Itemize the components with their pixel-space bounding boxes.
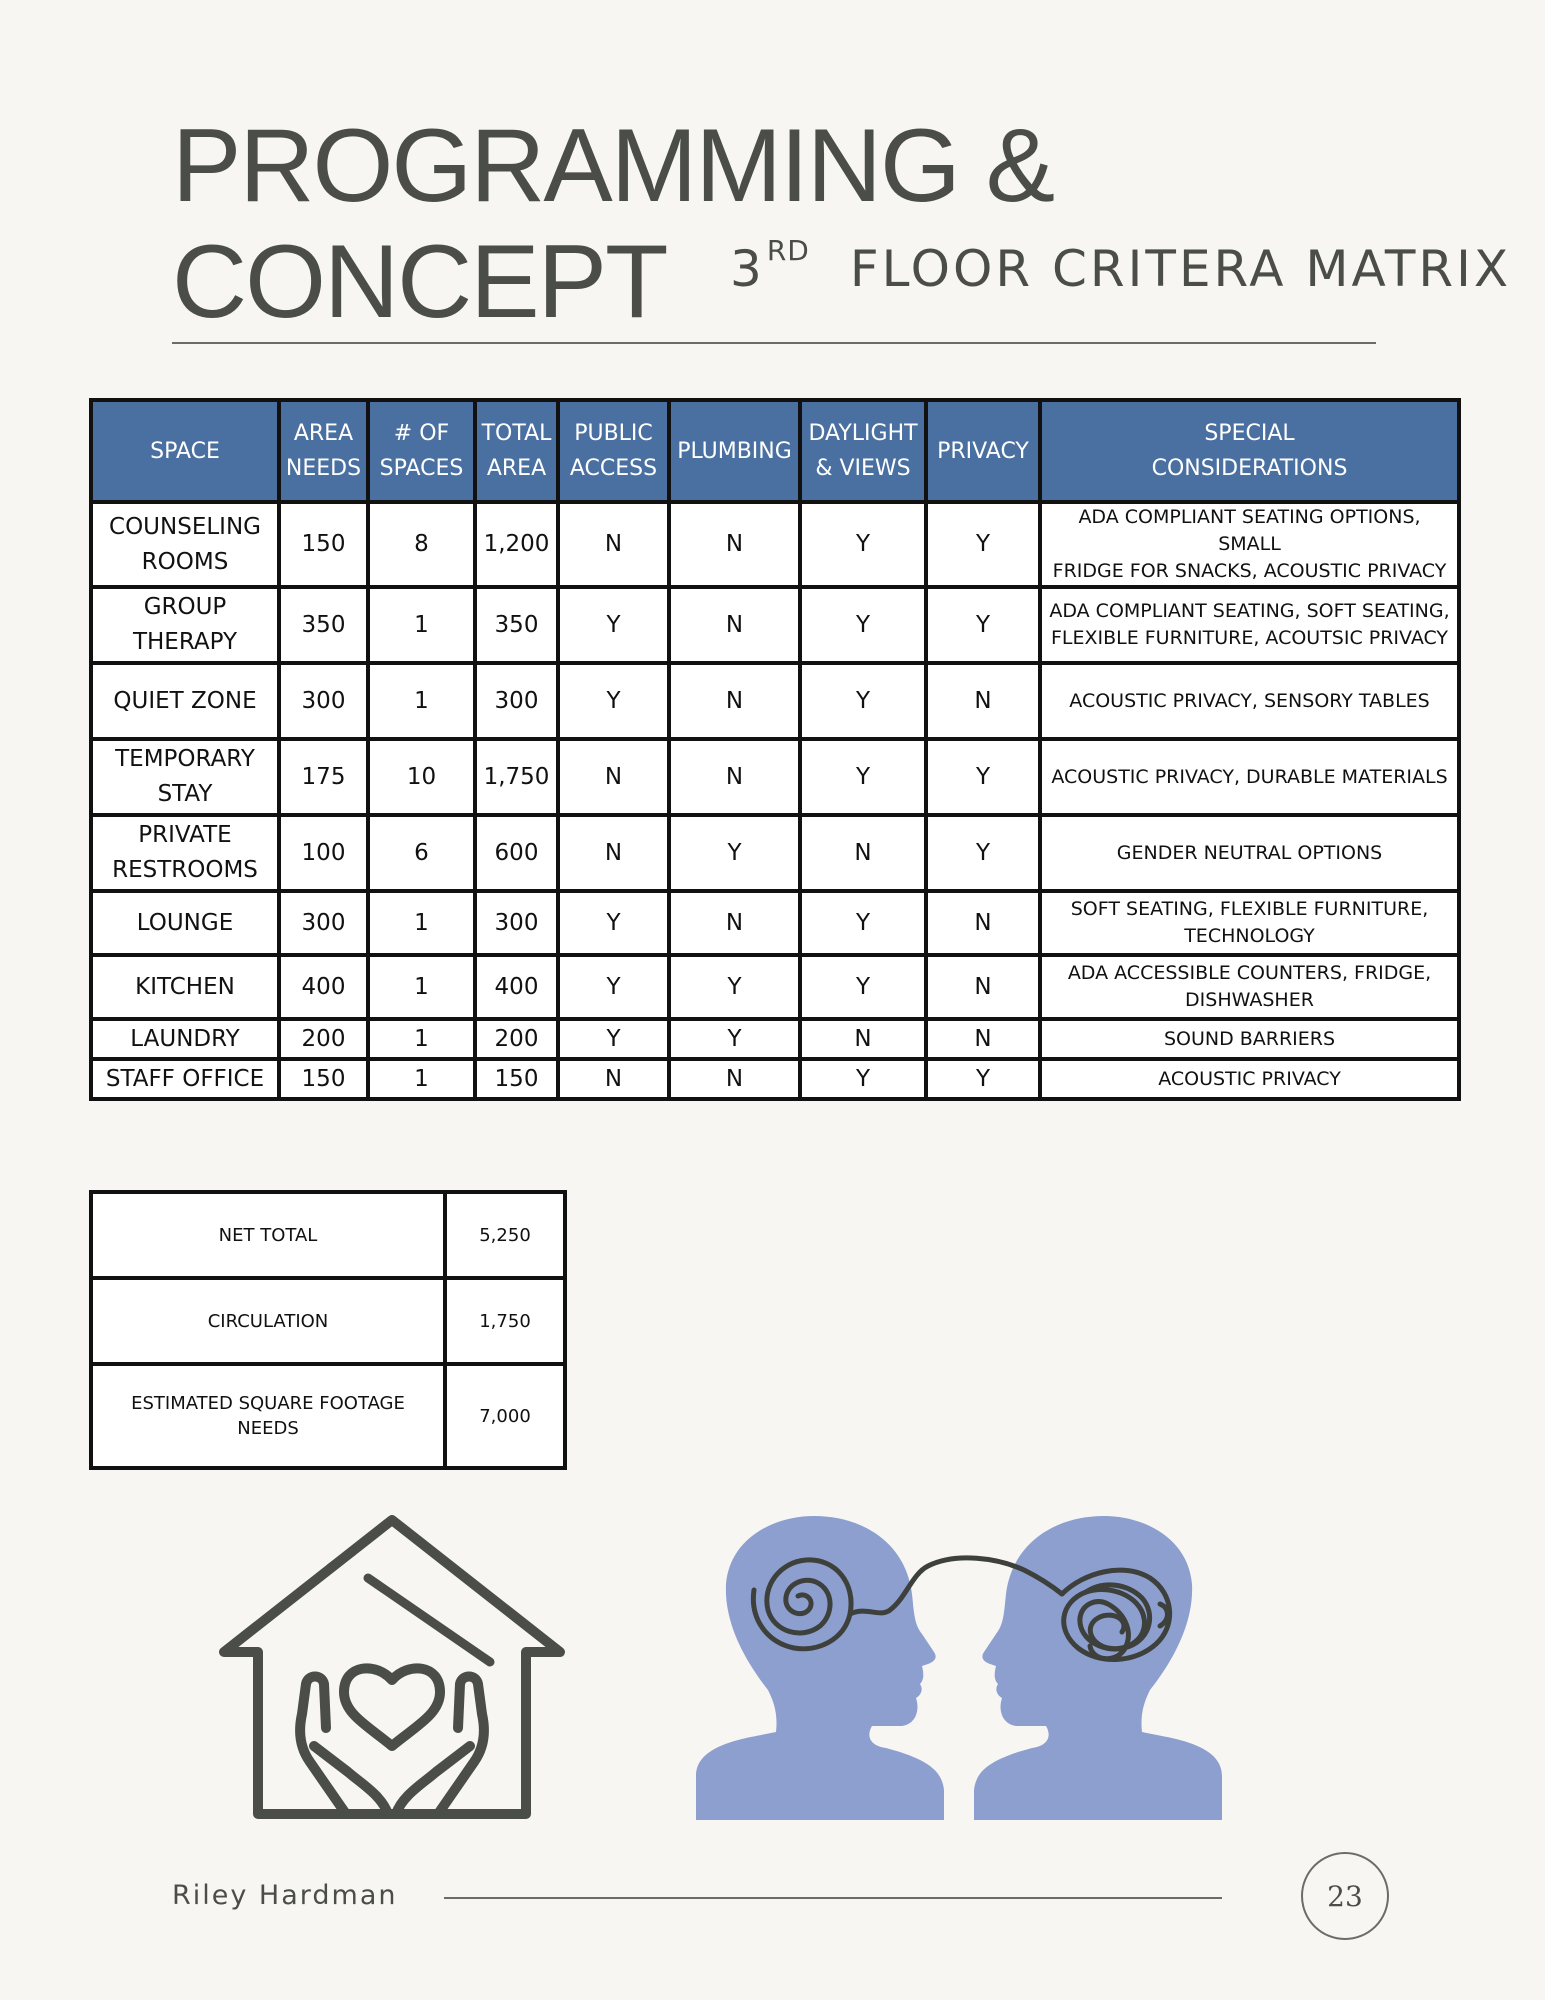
special-considerations-line: ADA ACCESSIBLE COUNTERS, FRIDGE, [1067,962,1432,984]
total-cell: 300 [475,891,558,955]
special-considerations-line: SOUND BARRIERS [1163,1027,1336,1050]
totals-label-line: ESTIMATED SQUARE FOOTAGE [131,1393,405,1414]
column-header [669,400,800,502]
house-with-heart-hands-icon [218,1514,566,1824]
totals-row [91,1364,565,1468]
matrix-header-row [91,400,1459,502]
table-row [91,955,1459,1019]
privacy-cell: Y [926,815,1040,891]
space-name-line: QUIET ZONE [113,687,257,714]
area-cell: 150 [279,1059,368,1099]
table-row [91,663,1459,739]
count-cell: 8 [368,502,475,587]
special-considerations-cell [1040,502,1459,587]
title-line-1: PROGRAMMING & [172,108,1054,224]
subtitle-text: FLOOR CRITERA MATRIX [849,240,1512,298]
totals-row [91,1278,565,1364]
column-header-line: AREA [293,421,354,446]
two-heads-connected-thoughts-icon [694,1514,1224,1824]
totals-body [91,1192,565,1468]
table-row [91,1059,1459,1099]
column-header-line: ACCESS [569,456,658,481]
count-cell: 10 [368,739,475,815]
column-header-line: SPECIAL [1204,421,1295,446]
column-header [800,400,926,502]
column-header-line: & VIEWS [815,456,911,481]
column-header-line: # OF [393,421,450,446]
privacy-cell: Y [926,739,1040,815]
title-divider [172,342,1376,344]
column-header [926,400,1040,502]
plumbing-cell: Y [669,955,800,1019]
privacy-cell: N [926,955,1040,1019]
count-cell: 1 [368,891,475,955]
matrix-body [91,502,1459,1099]
plumbing-cell: N [669,1059,800,1099]
table-row [91,891,1459,955]
plumbing-cell: Y [669,1019,800,1059]
area-cell: 400 [279,955,368,1019]
column-header [475,400,558,502]
space-name-cell [91,815,279,891]
space-name-cell [91,1059,279,1099]
special-considerations-cell [1040,891,1459,955]
public-cell: Y [558,1019,669,1059]
space-name-cell [91,502,279,587]
daylight-cell: N [800,815,926,891]
totals-row [91,1192,565,1278]
space-name-line: STAFF OFFICE [105,1065,265,1092]
area-cell: 300 [279,891,368,955]
space-name-cell [91,739,279,815]
count-cell: 1 [368,663,475,739]
count-cell: 6 [368,815,475,891]
total-cell: 150 [475,1059,558,1099]
space-name-line: RESTROOMS [112,857,258,883]
totals-label-cell [91,1278,445,1364]
totals-value-cell: 5,250 [445,1192,565,1278]
space-name-line: LAUNDRY [130,1025,240,1052]
special-considerations-line: TECHNOLOGY [1184,925,1315,947]
column-header-line: NEEDS [285,456,362,481]
table-row [91,502,1459,587]
daylight-cell: Y [800,1059,926,1099]
daylight-cell: Y [800,955,926,1019]
column-header [368,400,475,502]
totals-label-line: CIRCULATION [207,1310,329,1332]
total-cell: 600 [475,815,558,891]
column-header-line: PLUMBING [677,438,792,464]
plumbing-cell: N [669,891,800,955]
totals-value-cell: 7,000 [445,1364,565,1468]
total-cell: 1,750 [475,739,558,815]
area-cell: 300 [279,663,368,739]
special-considerations-cell [1040,739,1459,815]
title-line-2: CONCEPT [172,224,667,340]
public-cell: N [558,502,669,587]
count-cell: 1 [368,587,475,663]
total-cell: 400 [475,955,558,1019]
space-name-cell [91,955,279,1019]
totals-label-cell [91,1192,445,1278]
daylight-cell: N [800,1019,926,1059]
daylight-cell: Y [800,739,926,815]
column-header-line: CONSIDERATIONS [1151,456,1348,481]
column-header-line: DAYLIGHT [808,421,918,446]
subtitle-number: 3 [730,240,765,298]
daylight-cell: Y [800,502,926,587]
special-considerations-cell [1040,1059,1459,1099]
special-considerations-cell [1040,663,1459,739]
privacy-cell: N [926,891,1040,955]
special-considerations-cell [1040,815,1459,891]
column-header [1040,400,1459,502]
special-considerations-line: ADA COMPLIANT SEATING OPTIONS, SMALL [1078,506,1421,555]
public-cell: N [558,739,669,815]
daylight-cell: Y [800,891,926,955]
column-header [558,400,669,502]
special-considerations-line: DISHWASHER [1185,989,1314,1011]
column-header [279,400,368,502]
public-cell: Y [558,663,669,739]
public-cell: Y [558,891,669,955]
column-header-line: PUBLIC [574,421,653,446]
plumbing-cell: N [669,502,800,587]
footer-divider [444,1897,1222,1899]
area-cell: 100 [279,815,368,891]
special-considerations-line: FLEXIBLE FURNITURE, ACOUTSIC PRIVACY [1050,627,1449,649]
special-considerations-line: ACOUSTIC PRIVACY [1158,1067,1341,1090]
special-considerations-line: SOFT SEATING, FLEXIBLE FURNITURE, [1070,898,1429,920]
plumbing-cell: Y [669,815,800,891]
daylight-cell: Y [800,663,926,739]
space-name-line: KITCHEN [135,973,235,1000]
space-name-line: COUNSELING [109,513,261,540]
totals-value-cell: 1,750 [445,1278,565,1364]
space-name-cell [91,891,279,955]
space-name-line: THERAPY [132,629,238,655]
space-name-cell [91,1019,279,1059]
table-row [91,815,1459,891]
area-cell: 175 [279,739,368,815]
table-row [91,587,1459,663]
special-considerations-line: FRIDGE FOR SNACKS, ACOUSTIC PRIVACY [1052,560,1447,582]
totals-label-cell [91,1364,445,1468]
count-cell: 1 [368,1019,475,1059]
plumbing-cell: N [669,587,800,663]
public-cell: Y [558,955,669,1019]
column-header-line: SPACES [379,456,464,481]
subtitle-suffix: RD [766,234,810,268]
space-name-cell [91,587,279,663]
column-header-line: AREA [486,456,547,481]
total-cell: 350 [475,587,558,663]
space-name-line: STAY [157,781,213,807]
matrix-subtitle [730,234,1512,298]
total-cell: 300 [475,663,558,739]
space-name-line: GROUP [143,594,227,620]
special-considerations-line: ADA COMPLIANT SEATING, SOFT SEATING, [1049,600,1450,622]
totals-label-line: NEEDS [237,1418,299,1439]
privacy-cell: Y [926,1059,1040,1099]
special-considerations-line: GENDER NEUTRAL OPTIONS [1116,841,1383,864]
space-name-line: TEMPORARY [115,746,255,772]
plumbing-cell: N [669,739,800,815]
count-cell: 1 [368,1059,475,1099]
special-considerations-cell [1040,1019,1459,1059]
space-name-line: PRIVATE [138,822,232,848]
count-cell: 1 [368,955,475,1019]
area-cell: 150 [279,502,368,587]
author-name: Riley Hardman [172,1880,398,1911]
totals-label-line: NET TOTAL [218,1224,318,1246]
total-cell: 1,200 [475,502,558,587]
privacy-cell: N [926,663,1040,739]
plumbing-cell: N [669,663,800,739]
column-header [91,400,279,502]
special-considerations-cell [1040,587,1459,663]
public-cell: N [558,1059,669,1099]
public-cell: N [558,815,669,891]
page-number-badge [1301,1852,1389,1940]
column-header-line: TOTAL [481,421,552,446]
privacy-cell: Y [926,502,1040,587]
column-header-line: SPACE [150,438,220,464]
privacy-cell: N [926,1019,1040,1059]
privacy-cell: Y [926,587,1040,663]
table-row [91,1019,1459,1059]
page-title [172,108,1053,340]
area-cell: 200 [279,1019,368,1059]
totals-table [89,1190,567,1470]
page-number: 23 [1327,1879,1363,1913]
space-name-line: LOUNGE [136,909,234,936]
public-cell: Y [558,587,669,663]
daylight-cell: Y [800,587,926,663]
special-considerations-line: ACOUSTIC PRIVACY, DURABLE MATERIALS [1051,765,1448,788]
table-row [91,739,1459,815]
space-name-cell [91,663,279,739]
total-cell: 200 [475,1019,558,1059]
special-considerations-cell [1040,955,1459,1019]
area-cell: 350 [279,587,368,663]
criteria-matrix-table [89,398,1461,1101]
special-considerations-line: ACOUSTIC PRIVACY, SENSORY TABLES [1069,689,1430,712]
column-header-line: PRIVACY [937,438,1029,464]
space-name-line: ROOMS [141,548,229,575]
